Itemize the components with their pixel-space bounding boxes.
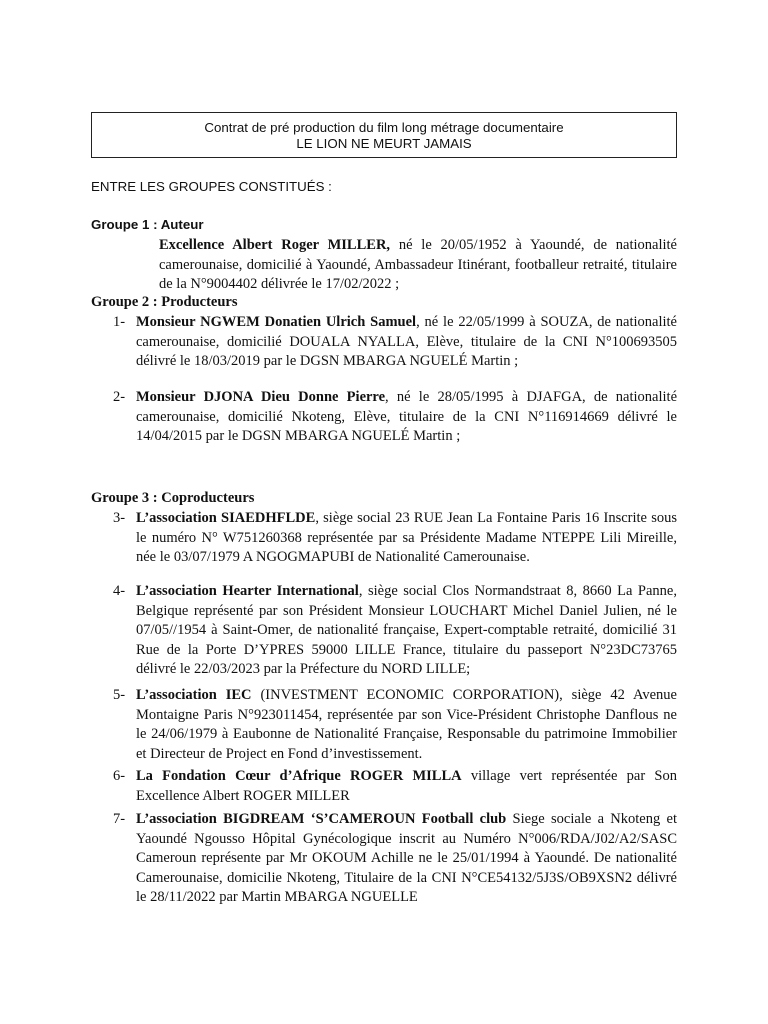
item-number: 6- <box>113 768 126 784</box>
party-name: L’association SIAEDHFLDE <box>136 510 316 526</box>
party-name: Monsieur NGWEM Donatien Ulrich Samuel <box>136 314 417 330</box>
party-details: , siège social Clos Normandstraat 8, 8660 La Panne, Belgique représenté par son Président Monsieur LOUCHART Michel Daniel Julien, né le 07/05//1954 à Saint-Omer, de nationalité française, Expert-comptable retraité, domicilié 31 Rue de la Porte D’YPRES 59000 LILLE France, titulaire du passeport N°23DC73765 délivré le 22/03/2023 par la Préfecture du NORD LILLE; <box>136 583 677 677</box>
item-text <box>136 509 677 568</box>
party-name: L’association IEC <box>136 687 252 703</box>
parties-heading: ENTRE LES GROUPES CONSTITUÉS : <box>91 179 332 194</box>
item-number: 3- <box>113 510 126 526</box>
item-number: 7- <box>113 811 126 827</box>
group1-author-paragraph <box>159 236 677 295</box>
author-details: né le 20/05/1952 à Yaoundé, de nationalité camerounaise, domicilié à Yaoundé, Ambassadeur Itinérant, footballeur retraité, titulaire de la N°9004402 délivrée le 17/02/2022 ; <box>159 237 677 292</box>
party-name: L’association Hearter International <box>136 583 359 599</box>
document-title-box <box>91 112 677 158</box>
party-details: , né le 28/05/1995 à DJAFGA, de nationalité camerounaise, domicilié Nkoteng, Elève, titulaire de la CNI N°116914669 délivré le 14/04/2015 par le DGSN MBARGA NGUELÉ Martin ; <box>136 389 677 444</box>
document-title-line2: LE LION NE MEURT JAMAIS <box>296 136 472 151</box>
author-name: Excellence Albert Roger MILLER, <box>159 237 391 253</box>
item-number: 1- <box>113 314 126 330</box>
party-name: L’association BIGDREAM ‘S’CAMEROUN Football club <box>136 811 507 827</box>
party-name: Monsieur DJONA Dieu Donne Pierre <box>136 389 386 405</box>
item-text <box>136 686 677 764</box>
item-number: 5- <box>113 687 126 703</box>
group1-heading: Groupe 1 : Auteur <box>91 217 204 232</box>
item-text <box>136 767 677 806</box>
group3-heading: Groupe 3 : Coproducteurs <box>91 490 255 506</box>
item-text <box>136 313 677 372</box>
party-details: (INVESTMENT ECONOMIC CORPORATION), siège 42 Avenue Montaigne Paris N°923011454, représentée par son Vice-Président Christophe Danflous ne le 24/06/1979 à Eaubonne de Nationalité Française, Responsable du patrimoine Immobilier et Directeur de Project en Fond d’investissement. <box>136 687 677 762</box>
item-text <box>136 388 677 447</box>
item-number: 4- <box>113 583 126 599</box>
group2-heading: Groupe 2 : Producteurs <box>91 294 238 310</box>
party-details: Siege sociale a Nkoteng et Yaoundé Ngousso Hôpital Gynécologique inscrit au Numéro N°006/RDA/J02/A2/SASC Cameroun représente par Mr OKOUM Achille ne le 25/01/1994 à Yaoundé. De nationalité Camerounaise, domicilie Nkoteng, Titulaire de la CNI N°CE54132/5J3S/OB9XSN2 délivré le 28/11/2022 par Martin MBARGA NGUELLE <box>136 811 677 905</box>
item-text <box>136 810 677 908</box>
item-text <box>136 582 677 680</box>
party-details: village vert représentée par Son Excellence Albert ROGER MILLER <box>136 768 678 804</box>
party-details: , siège social 23 RUE Jean La Fontaine Paris 16 Inscrite sous le numéro N° W751260368 représentée par sa Présidente Madame NTEPPE Lili Mireille, née le 03/07/1979 A NGOGMAPUBI de Nationalité Camerounaise. <box>136 510 677 565</box>
party-name: La Fondation Cœur d’Afrique ROGER MILLA <box>136 768 462 784</box>
document-title-line1: Contrat de pré production du film long métrage documentaire <box>204 120 564 135</box>
item-number: 2- <box>113 389 126 405</box>
party-details: , né le 22/05/1999 à SOUZA, de nationalité camerounaise, domicilié DOUALA NYALLA, Elève, titulaire de la CNI N°100693505 délivré le 18/03/2019 par le DGSN MBARGA NGUELÉ Martin ; <box>136 314 677 369</box>
